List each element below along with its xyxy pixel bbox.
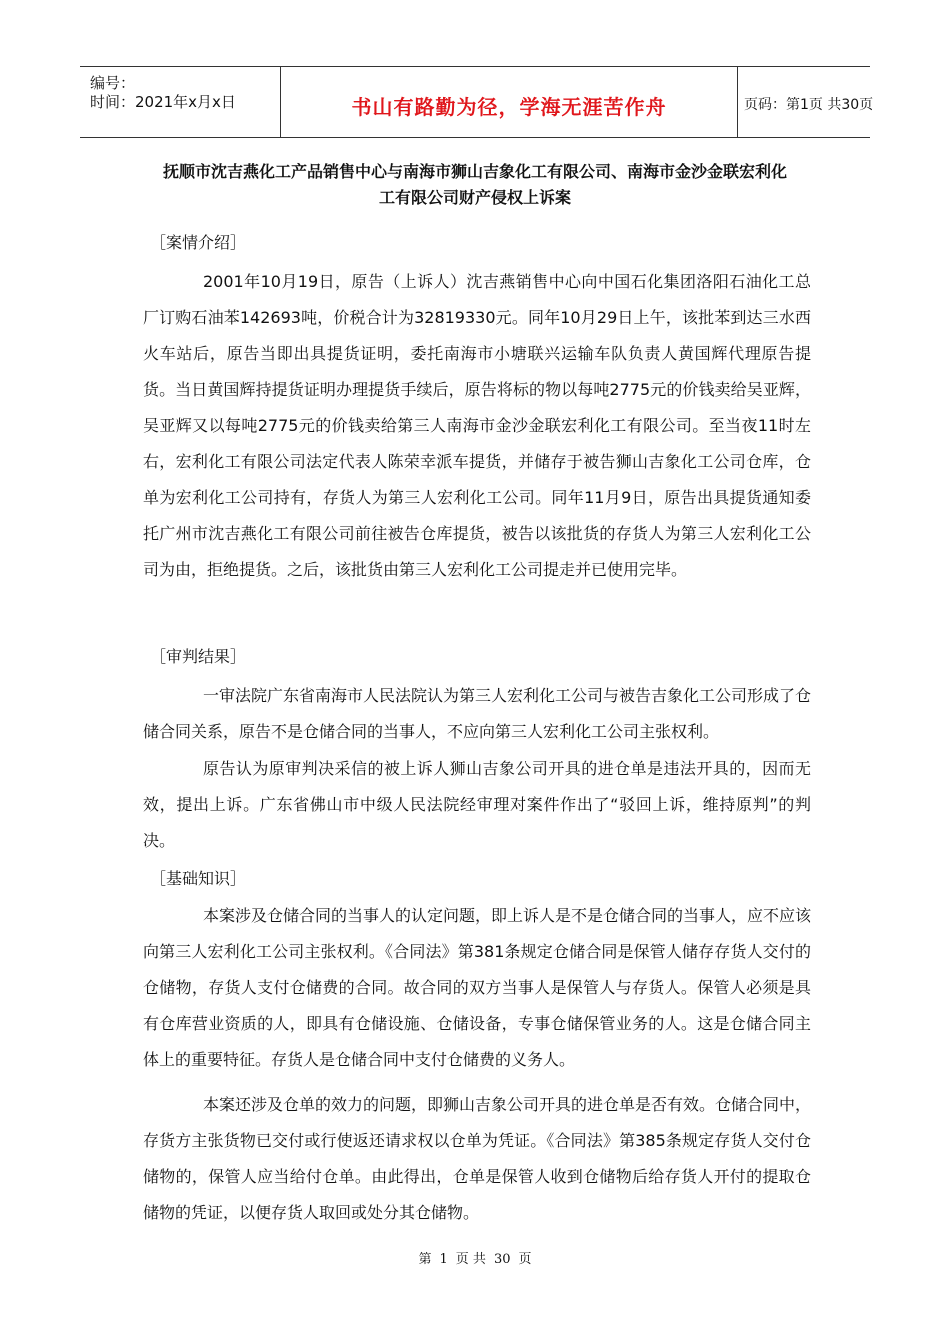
footer-total-pages: 30 [493, 1252, 511, 1267]
paragraph-judgment-1: 一审法院广东省南海市人民法院认为第三人宏利化工公司与被告吉象化工公司形成了仓储合同关系，原告不是仓储合同的当事人，不应向第三人宏利化工公司主张权利。 [143, 686, 812, 741]
paragraph-basics-2: 本案还涉及仓单的效力的问题，即狮山吉象公司开具的进仓单是否有效。仓储合同中，存货方主张货物已交付或行使返还请求权以仓单为凭证。《合同法》第385条规定存货人交付仓储物的，保管人应当给付仓单。由此得出，仓单是保管人收到仓储物后给存货人开付的提取仓储物的凭证，以便存货人取回或处分其仓储物。 [143, 1095, 812, 1222]
page-footer [0, 1248, 950, 1267]
footer-mid: 页 共 [455, 1252, 486, 1267]
paragraph-basics-1: 本案涉及仓储合同的当事人的认定问题，即上诉人是不是仓储合同的当事人，应不应该向第三人宏利化工公司主张权利。《合同法》第381条规定仓储合同是保管人储存存货人交付的仓储物，存货人支付仓储费的合同。故合同的双方当事人是保管人与存货人。保管人必须是具有仓库营业资质的人，即具有仓储设施、仓储设备，专事仓储保管业务的人。这是仓储合同主体上的重要特征。存货人是仓储合同中支付仓储费的义务人。 [143, 906, 812, 1069]
document-time-label: 时间：2021年x月x日 [90, 93, 236, 111]
footer-page-number: 1 [439, 1252, 448, 1267]
header-page-cell [737, 67, 874, 137]
header-motto: 书山有路勤为径，学海无涯苦作舟 [351, 95, 667, 119]
document-title-line-1: 抚顺市沈吉燕化工产品销售中心与南海市狮山吉象化工有限公司、南海市金沙金联宏利化 [162, 162, 787, 181]
section-heading-basics: ［基础知识］ [150, 869, 247, 888]
document-number-label: 编号： [90, 74, 136, 92]
paragraph-case-intro: 2001年10月19日，原告（上诉人）沈吉燕销售中心向中国石化集团洛阳石油化工总厂订购石油苯142693吨，价税合计为32819330元。同年10月29日上午，该批苯到达三水西火车站后，原告当即出具提货证明，委托南海市小塘联兴运输车队负责人黄国辉代理原告提货。当日黄国辉持提货证明办理提货手续后，原告将标的物以每吨2775元的价钱卖给吴亚辉，吴亚辉又以每吨2775元的价钱卖给第三人南海市金沙金联宏利化工有限公司。至当夜11时左右，宏利化工有限公司法定代表人陈荣幸派车提货，并储存于被告狮山吉象化工公司仓库，仓单为宏利化工公司持有，存货人为第三人宏利化工公司。同年11月9日，原告出具提货通知委托广州市沈吉燕化工有限公司前往被告仓库提货，被告以该批货的存货人为第三人宏利化工公司为由，拒绝提货。之后，该批货由第三人宏利化工公司提走并已使用完毕。 [143, 272, 811, 579]
document-title-line-2: 工有限公司财产侵权上诉案 [378, 188, 571, 207]
document-header [80, 66, 874, 138]
section-heading-judgment: ［审判结果］ [150, 647, 247, 666]
section-heading-case-intro: ［案情介绍］ [150, 233, 247, 252]
footer-suffix: 页 [518, 1252, 532, 1267]
header-meta-cell [80, 67, 280, 137]
paragraph-judgment-2: 原告认为原审判决采信的被上诉人狮山吉象公司开具的进仓单是违法开具的，因而无效，提出上诉。广东省佛山市中级人民法院经审理对案件作出了“驳回上诉，维持原判”的判决。 [143, 759, 811, 850]
footer-prefix: 第 [418, 1252, 432, 1267]
header-motto-cell [280, 67, 738, 137]
header-page-info: 页码：第1页 共30页 [744, 97, 874, 113]
